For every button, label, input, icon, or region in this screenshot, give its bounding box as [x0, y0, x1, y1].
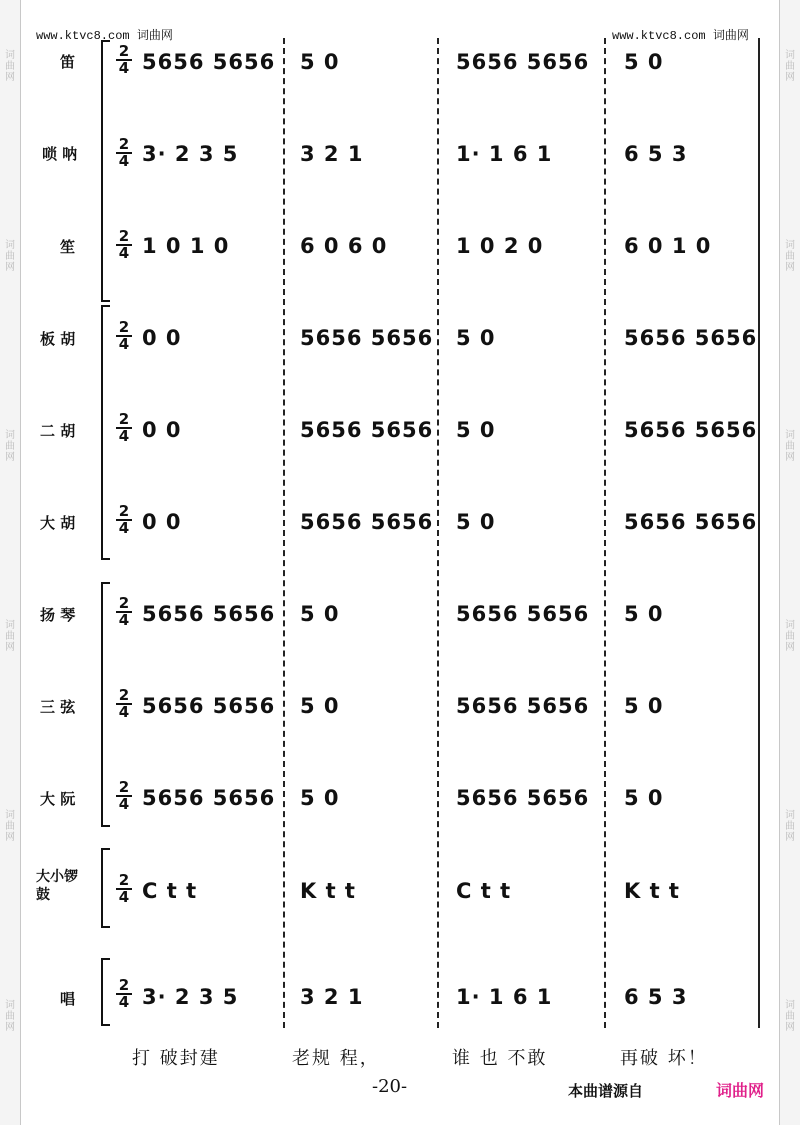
measure: 5 0 [300, 786, 340, 810]
instrument-label: 笛 [60, 53, 76, 71]
time-signature [116, 412, 132, 444]
ts-numerator: 2 [116, 137, 132, 154]
instrument-label: 唢 呐 [42, 145, 78, 163]
page-number: -20- [372, 1076, 408, 1097]
ts-denominator: 4 [118, 427, 130, 445]
lyric: 谁 也 不敢 [452, 1048, 548, 1069]
group-brace [101, 40, 111, 302]
ts-denominator: 4 [118, 519, 130, 537]
ts-numerator: 2 [116, 978, 132, 995]
instrument-label: 笙 [60, 238, 76, 256]
watermark-left: www.ktvc8.com 词曲网 [36, 29, 173, 43]
right-side-strip [779, 0, 800, 1125]
side-watermark: 词 曲 网 [5, 50, 15, 83]
measure: 5 0 [624, 694, 664, 718]
measure: 5656 5656 [142, 602, 276, 626]
instrument-label: 二 胡 [40, 422, 76, 440]
ts-numerator: 2 [116, 320, 132, 337]
side-watermark: 词 曲 网 [5, 430, 15, 463]
time-signature [116, 873, 132, 905]
measure: 0 0 [142, 418, 182, 442]
side-watermark: 词 曲 网 [5, 1000, 15, 1033]
instrument-label: 大 阮 [40, 790, 76, 808]
measure: C t t [456, 879, 512, 903]
ts-denominator: 4 [118, 795, 130, 813]
ts-numerator: 2 [116, 596, 132, 613]
measure: 5 0 [624, 602, 664, 626]
measure: 5656 5656 [456, 50, 590, 74]
ts-denominator: 4 [118, 703, 130, 721]
brand-link[interactable]: 词曲网 [716, 1081, 765, 1100]
source-note: 本曲谱源自 [568, 1082, 644, 1100]
ts-numerator: 2 [116, 44, 132, 61]
time-signature [116, 780, 132, 812]
measure: 5656 5656 [456, 694, 590, 718]
instrument-label: 大 胡 [40, 514, 76, 532]
measure: 5656 5656 [300, 326, 434, 350]
ts-numerator: 2 [116, 412, 132, 429]
measure: 5656 5656 [624, 510, 758, 534]
side-watermark: 词 曲 网 [785, 620, 795, 653]
time-signature [116, 596, 132, 628]
measure: 3· 2 3 5 [142, 142, 239, 166]
measure: C t t [142, 879, 198, 903]
measure: 0 0 [142, 326, 182, 350]
left-side-strip [0, 0, 21, 1125]
time-signature [116, 978, 132, 1010]
measure: 1 0 1 0 [142, 234, 230, 258]
barline [758, 38, 760, 1028]
measure: 5656 5656 [456, 602, 590, 626]
measure: 5656 5656 [300, 418, 434, 442]
measure: 5656 5656 [142, 694, 276, 718]
instrument-label: 板 胡 [40, 330, 76, 348]
measure: 5656 5656 [624, 326, 758, 350]
time-signature [116, 688, 132, 720]
measure: 5 0 [624, 50, 664, 74]
measure: K t t [624, 879, 680, 903]
measure: 6 5 3 [624, 985, 688, 1009]
ts-numerator: 2 [116, 504, 132, 521]
measure: 5 0 [456, 418, 496, 442]
measure: 1 0 2 0 [456, 234, 544, 258]
ts-denominator: 4 [118, 993, 130, 1011]
measure: 0 0 [142, 510, 182, 534]
lyric: 再破 坏！ [620, 1048, 708, 1069]
measure: 1· 1 6 1 [456, 985, 553, 1009]
group-brace [101, 958, 111, 1026]
side-watermark: 词 曲 网 [5, 240, 15, 273]
side-watermark: 词 曲 网 [785, 1000, 795, 1033]
measure: 5656 5656 [142, 786, 276, 810]
measure: 5656 5656 [300, 510, 434, 534]
lyric: 打 破封建 [132, 1048, 220, 1069]
ts-numerator: 2 [116, 688, 132, 705]
measure: 6 0 1 0 [624, 234, 712, 258]
time-signature [116, 229, 132, 261]
measure: 3 2 1 [300, 985, 364, 1009]
measure: 5 0 [624, 786, 664, 810]
measure: 6 5 3 [624, 142, 688, 166]
lyric: 老规 程， [292, 1048, 380, 1069]
ts-numerator: 2 [116, 873, 132, 890]
measure: 5656 5656 [456, 786, 590, 810]
group-brace [101, 848, 111, 928]
measure: 5656 5656 [624, 418, 758, 442]
measure: 1· 1 6 1 [456, 142, 553, 166]
time-signature [116, 137, 132, 169]
instrument-label: 大小锣 鼓 [36, 869, 78, 903]
barline [437, 38, 439, 1028]
measure: 5 0 [300, 50, 340, 74]
measure: 5656 5656 [142, 50, 276, 74]
group-brace [101, 305, 111, 560]
time-signature [116, 504, 132, 536]
barline [604, 38, 606, 1028]
side-watermark: 词 曲 网 [5, 810, 15, 843]
instrument-label: 扬 琴 [40, 606, 76, 624]
measure: K t t [300, 879, 356, 903]
side-watermark: 词 曲 网 [785, 50, 795, 83]
ts-denominator: 4 [118, 59, 130, 77]
measure: 3· 2 3 5 [142, 985, 239, 1009]
time-signature [116, 320, 132, 352]
side-watermark: 词 曲 网 [785, 240, 795, 273]
side-watermark: 词 曲 网 [5, 620, 15, 653]
ts-denominator: 4 [118, 335, 130, 353]
ts-numerator: 2 [116, 229, 132, 246]
instrument-label: 三 弦 [40, 698, 76, 716]
watermark-right: www.ktvc8.com 词曲网 [612, 29, 749, 43]
barline [283, 38, 285, 1028]
time-signature [116, 44, 132, 76]
ts-denominator: 4 [118, 152, 130, 170]
measure: 5 0 [456, 326, 496, 350]
ts-denominator: 4 [118, 888, 130, 906]
side-watermark: 词 曲 网 [785, 810, 795, 843]
ts-numerator: 2 [116, 780, 132, 797]
ts-denominator: 4 [118, 244, 130, 262]
instrument-label: 唱 [60, 990, 76, 1008]
group-brace [101, 582, 111, 827]
measure: 6 0 6 0 [300, 234, 388, 258]
measure: 5 0 [300, 602, 340, 626]
ts-denominator: 4 [118, 611, 130, 629]
measure: 5 0 [456, 510, 496, 534]
side-watermark: 词 曲 网 [785, 430, 795, 463]
measure: 5 0 [300, 694, 340, 718]
measure: 3 2 1 [300, 142, 364, 166]
